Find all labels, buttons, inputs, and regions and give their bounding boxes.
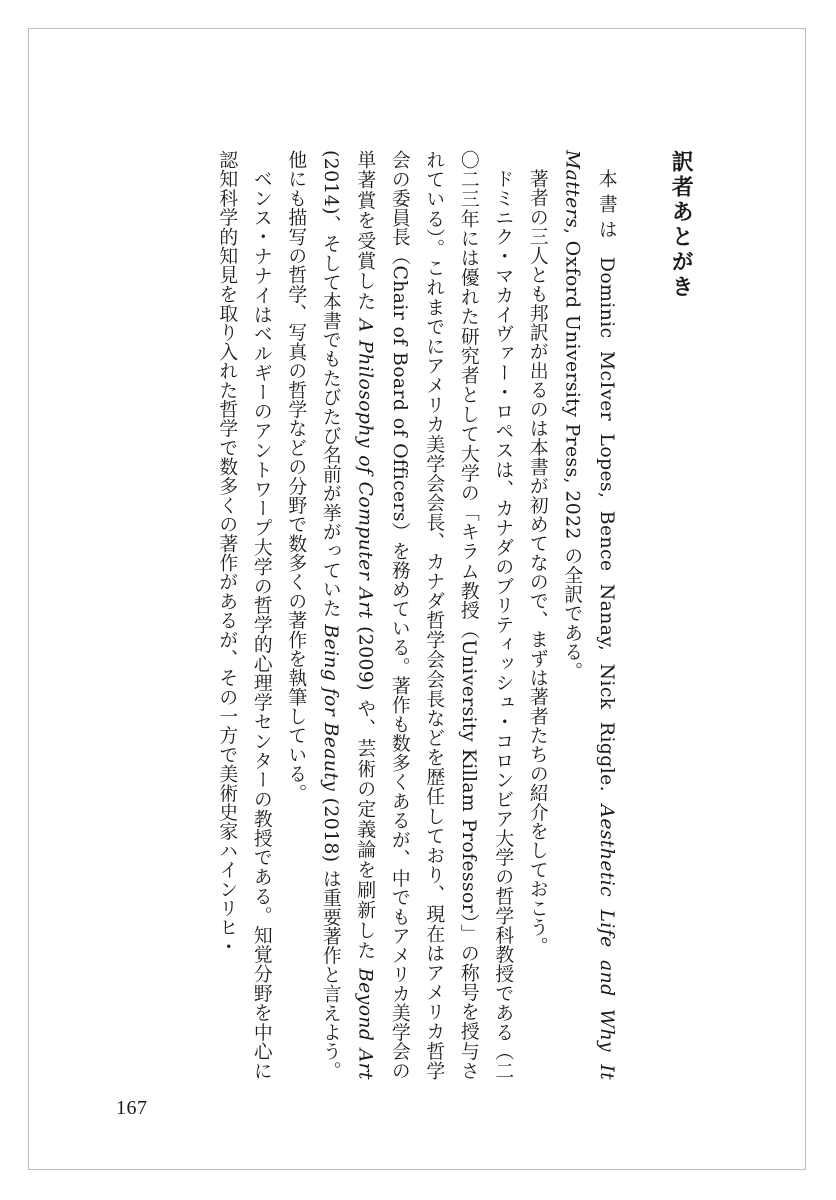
text-run: 著者の三人とも邦訳が出るのは本書が初めてなので、まずは著者たちの紹介をしておこう。 (526, 168, 548, 956)
paragraph (278, 150, 520, 1080)
text-run: ベンス・ナナイはベルギーのアントワープ大学の哲学的心理学センターの教授である。知覚分野を中心に認知科学的知見を取り入れた哲学で数多くの著作があるが、その一方で美術史家ハインリヒ・ (216, 150, 272, 1080)
text-run: (2014)、そして本書でもたびたび名前が挙がっていた (319, 150, 341, 625)
text-run: (2018) は重要著作と言えよう。他にも描写の哲学、写真の哲学などの分野で数多くの著作を執筆している。 (285, 150, 341, 1080)
paragraph (554, 150, 623, 1080)
book-title-italic: Beyond Art (354, 967, 376, 1080)
text-run: 本書は Dominic McIver Lopes, Bence Nanay, Nick Riggle. (595, 168, 617, 805)
book-title-italic: Being for Beauty (319, 624, 341, 792)
text-run: , Oxford University Press, 2022 の全訳である。 (561, 228, 583, 681)
paragraph (519, 150, 554, 1080)
text-run: (2009) や、芸術の定義論を刷新した (354, 618, 376, 968)
page-number: 167 (116, 1097, 148, 1119)
book-title-italic: Aesthetic Life and Why It Matters (561, 150, 617, 1080)
paragraph (209, 150, 278, 1080)
text-body (209, 150, 712, 1080)
text-run: ドミニク・マカイヴァー・ロペスは、カナダのブリティッシュ・コロンビア大学の哲学科教授である（二〇二三年には優れた研究者として大学の「キラム教授（University Killam Professor）」の称号を授与されている）。これまでにアメリカ美学会会長、カナダ哲学会会長などを歴任しており、現在はアメリカ哲学会の委員長（Chair of Board of Officers）を務めている。著作も数多くあるが、中でもアメリカ美学会の単著賞を受賞した (354, 150, 514, 1080)
section-heading: 訳者あとがき (668, 150, 694, 300)
book-title-italic: A Philosophy of Computer Art (354, 318, 376, 619)
